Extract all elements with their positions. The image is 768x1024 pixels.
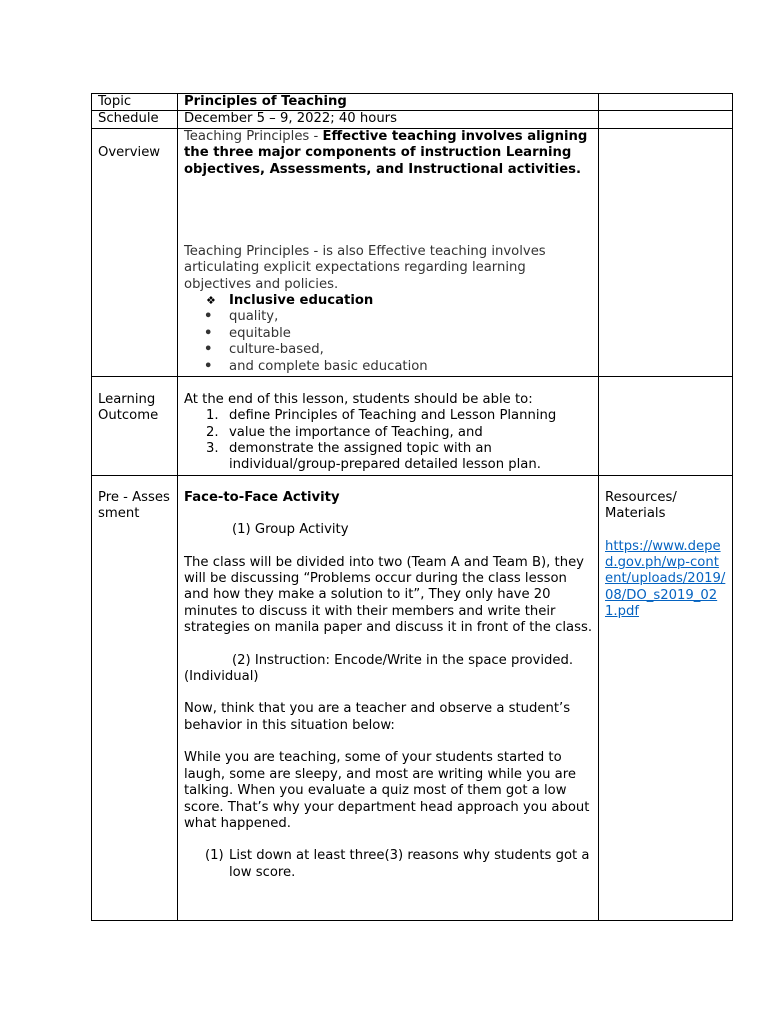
diamond-item: ❖ Inclusive education bbox=[184, 293, 592, 309]
outcome-item bbox=[184, 408, 592, 424]
bullet-list bbox=[184, 309, 592, 375]
learning-outcome-content bbox=[178, 376, 599, 475]
outcome-text: demonstrate the assigned topic with an individual/group-prepared detailed lesson plan. bbox=[229, 441, 541, 473]
schedule-row bbox=[92, 111, 733, 128]
bullet-item: • quality, bbox=[184, 309, 592, 325]
topic-extra-cell bbox=[599, 94, 733, 111]
overview-p1-prefix: Teaching Principles - bbox=[184, 128, 323, 144]
question-text: List down at least three(3) reasons why students got a low score. bbox=[229, 848, 590, 880]
outcome-number: 3. bbox=[206, 441, 219, 457]
overview-label: Overview bbox=[92, 128, 178, 376]
schedule-label: Schedule bbox=[92, 111, 178, 128]
lesson-plan-table bbox=[91, 93, 733, 921]
question-number: (1) bbox=[205, 848, 224, 864]
pre-assessment-label: Pre - Assessment bbox=[92, 475, 178, 920]
instruction-text: (2) Instruction: Encode/Write in the space provided. (Individual) bbox=[184, 652, 574, 685]
outcome-item bbox=[184, 441, 592, 474]
overview-row bbox=[92, 128, 733, 376]
activity-heading: Face-to-Face Activity bbox=[184, 489, 340, 505]
learning-outcome-row bbox=[92, 376, 733, 475]
outcome-number: 2. bbox=[206, 424, 219, 440]
outcome-list bbox=[184, 408, 592, 474]
pre-assessment-content bbox=[178, 475, 599, 920]
pre-assessment-row bbox=[92, 475, 733, 920]
resource-link[interactable]: https://www.deped.gov.ph/wp-content/uploads/2019/08/DO_s2019_021.pdf bbox=[605, 538, 726, 620]
group-activity-label: (1) Group Activity bbox=[232, 522, 349, 538]
bullet-item: • culture-based, bbox=[184, 342, 592, 358]
now-text: Now, think that you are a teacher and observe a student’s behavior in this situation below: bbox=[184, 701, 571, 733]
outcome-number: 1. bbox=[206, 408, 219, 424]
question-item bbox=[184, 848, 592, 881]
question-list bbox=[184, 848, 592, 881]
schedule-extra-cell bbox=[599, 111, 733, 128]
overview-p1-bold: Effective teaching involves aligning the three major components of instruction Learning objectives, Assessments, and Instructional activities. bbox=[184, 128, 588, 177]
resources-label: Resources/ Materials bbox=[605, 489, 677, 522]
situation-text: While you are teaching, some of your students started to laugh, some are sleepy, and most are writing while you are talking. When you evaluate a quiz most of them got a low score. That’s why your department head approach you about what happened. bbox=[184, 750, 590, 831]
diamond-list bbox=[184, 293, 592, 309]
resources-cell bbox=[599, 475, 733, 920]
outcome-text: define Principles of Teaching and Lesson Planning bbox=[229, 408, 557, 424]
outcome-text: value the importance of Teaching, and bbox=[229, 424, 483, 440]
group-activity-text: The class will be divided into two (Team A and Team B), they will be discussing “Problems occur during the class lesson and how they make a solution to it”, They only have 20 minutes to discuss it with their members and write their strategies on manila paper and discuss it in front of the class. bbox=[184, 554, 593, 636]
learning-outcome-intro: At the end of this lesson, students should be able to: bbox=[184, 391, 533, 407]
learning-outcome-extra-cell bbox=[599, 376, 733, 475]
overview-p2: Teaching Principles - is also Effective teaching involves articulating explicit expectations regarding learning objectives and policies. bbox=[184, 243, 546, 292]
schedule-value: December 5 – 9, 2022; 40 hours bbox=[178, 111, 599, 128]
topic-label: Topic bbox=[92, 94, 178, 111]
overview-extra-cell bbox=[599, 128, 733, 376]
bullet-item: • and complete basic education bbox=[184, 359, 592, 375]
topic-value: Principles of Teaching bbox=[178, 94, 599, 111]
overview-content bbox=[178, 128, 599, 376]
outcome-item bbox=[184, 425, 592, 441]
learning-outcome-label: Learning Outcome bbox=[92, 376, 178, 475]
bullet-item: • equitable bbox=[184, 326, 592, 342]
topic-row bbox=[92, 94, 733, 111]
